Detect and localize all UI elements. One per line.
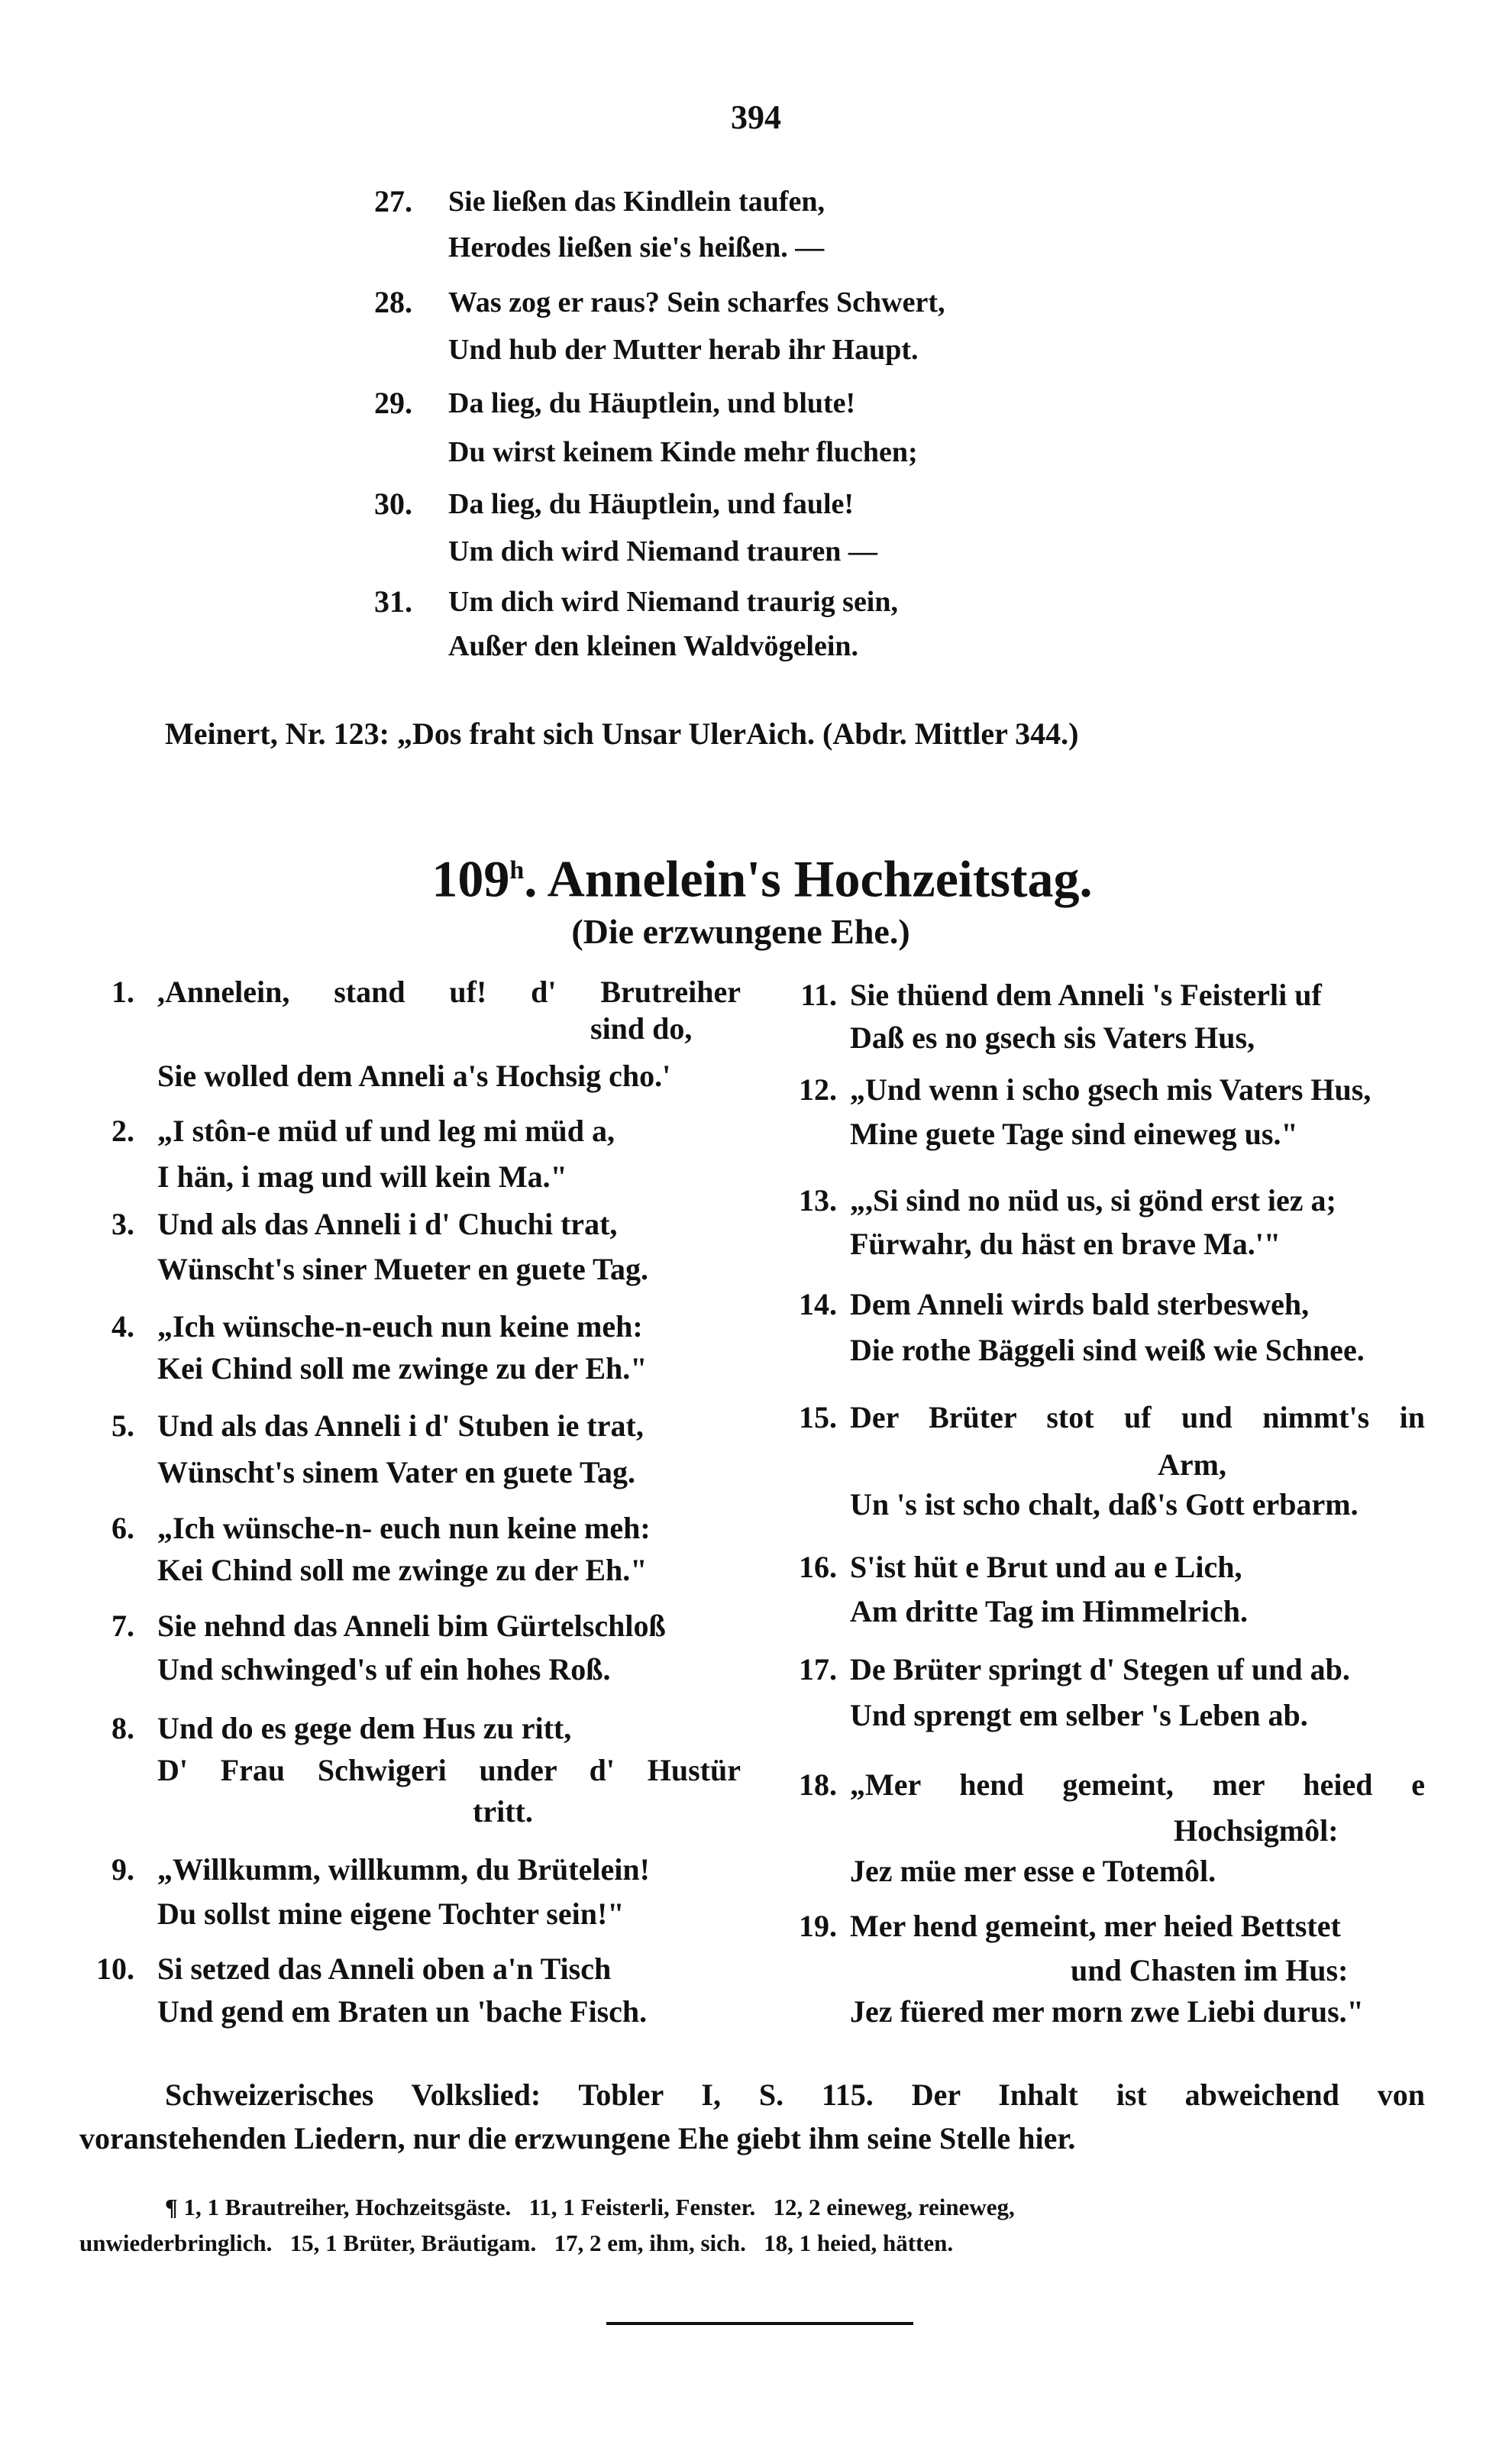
verse-number: 18. — [799, 1767, 837, 1802]
verse-line: Sie ließen das Kindlein taufen, — [448, 186, 825, 218]
verse-number: 27. — [374, 184, 412, 218]
verse-line: Du sollst mine eigene Tochter sein!" — [157, 1897, 625, 1931]
verse-number: 4. — [111, 1309, 134, 1344]
verse-line: „Und wenn i scho gsech mis Vaters Hus, — [850, 1072, 1371, 1107]
verse-line: Und als das Anneli i d' Chuchi trat, — [157, 1207, 618, 1241]
verse-line: ,Annelein, stand uf! d' Brutreiher — [157, 975, 741, 1009]
verse-line: „,Si sind no nüd us, si gönd erst iez a; — [850, 1183, 1336, 1218]
verse-line: und Chasten im Hus: — [1071, 1953, 1349, 1987]
glossary-line: unwiederbringlich. 15, 1 Brüter, Bräutigam. 17, 2 em, ihm, sich. 18, 1 heied, hätten. — [79, 2230, 954, 2256]
verse-line: „Mer hend gemeint, mer heied e — [850, 1767, 1425, 1802]
verse-line: Herodes ließen sie's heißen. — — [448, 231, 825, 264]
verse-number: 11. — [800, 978, 837, 1012]
verse-number: 13. — [799, 1183, 837, 1218]
footer-note-line: voranstehenden Liedern, nur die erzwungene Ehe giebt ihm seine Stelle hier. — [79, 2121, 1076, 2155]
verse-line: Am dritte Tag im Himmelrich. — [850, 1594, 1249, 1628]
verse-line: Um dich wird Niemand traurig sein, — [448, 586, 898, 618]
verse-line: „I stôn-e müd uf und leg mi müd a, — [157, 1114, 615, 1148]
verse-line: „Ich wünsche-n- euch nun keine meh: — [157, 1511, 651, 1545]
verse-line: Hochsigmôl: — [1174, 1813, 1339, 1848]
verse-number: 9. — [111, 1852, 134, 1887]
verse-line: Du wirst keinem Kinde mehr fluchen; — [448, 436, 918, 468]
verse-number: 17. — [799, 1652, 837, 1686]
verse-number: 30. — [374, 487, 412, 521]
verse-number: 2. — [111, 1114, 134, 1148]
verse-line: I hän, i mag und will kein Ma." — [157, 1159, 567, 1194]
verse-line: Un 's ist scho chalt, daß's Gott erbarm. — [850, 1487, 1359, 1522]
verse-line: Arm, — [1158, 1447, 1226, 1482]
verse-number: 15. — [799, 1400, 837, 1434]
verse-number: 14. — [799, 1287, 837, 1321]
verse-number: 6. — [111, 1511, 134, 1545]
song-number: 109 — [431, 849, 510, 908]
verse-number: 1. — [111, 975, 134, 1009]
verse-line: tritt. — [473, 1794, 533, 1829]
verse-line: Sie wolled dem Anneli a's Hochsig cho.' — [157, 1059, 671, 1093]
verse-number: 5. — [111, 1408, 134, 1443]
verse-line: D' Frau Schwigeri under d' Hustür — [157, 1753, 741, 1787]
song-subtitle: (Die erzwungene Ehe.) — [571, 912, 910, 951]
verse-line: Si setzed das Anneli oben a'n Tisch — [157, 1952, 612, 1986]
verse-line: Kei Chind soll me zwinge zu der Eh." — [157, 1351, 648, 1386]
verse-line: Und hub der Mutter herab ihr Haupt. — [448, 334, 919, 366]
verse-number: 28. — [374, 285, 412, 319]
footer-note-line: Schweizerisches Volkslied: Tobler I, S. 115. Der Inhalt ist abweichend von — [165, 2078, 1425, 2112]
verse-line: Mer hend gemeint, mer heied Bettstet — [850, 1909, 1341, 1943]
song-title — [0, 840, 1512, 910]
verse-line: Was zog er raus? Sein scharfes Schwert, — [448, 286, 945, 319]
verse-line: Wünscht's sinem Vater en guete Tag. — [157, 1455, 636, 1489]
verse-line: Und schwinged's uf ein hohes Roß. — [157, 1652, 611, 1686]
verse-line: „Willkumm, willkumm, du Brütelein! — [157, 1852, 650, 1887]
verse-line: Und sprengt em selber 's Leben ab. — [850, 1698, 1308, 1732]
verse-line: Wünscht's siner Mueter en guete Tag. — [157, 1252, 648, 1286]
verse-number: 8. — [111, 1711, 134, 1745]
verse-line: De Brüter springt d' Stegen uf und ab. — [850, 1652, 1350, 1686]
source-note: Meinert, Nr. 123: „Dos fraht sich Unsar UlerAich. (Abdr. Mittler 344.) — [165, 716, 1079, 751]
verse-line: Die rothe Bäggeli sind weiß wie Schnee. — [850, 1333, 1365, 1367]
verse-number: 12. — [799, 1072, 837, 1107]
verse-line: Der Brüter stot uf und nimmt's in — [850, 1400, 1425, 1434]
verse-line: Jez füered mer morn zwe Liebi durus." — [850, 1994, 1364, 2029]
verse-line: S'ist hüt e Brut und au e Lich, — [850, 1550, 1242, 1584]
verse-line: Daß es no gsech sis Vaters Hus, — [850, 1020, 1255, 1055]
verse-number: 29. — [374, 386, 412, 420]
verse-number: 16. — [799, 1550, 837, 1584]
verse-number: 7. — [111, 1609, 134, 1643]
verse-line: Und gend em Braten un 'bache Fisch. — [157, 1994, 648, 2029]
verse-line: Sie thüend dem Anneli 's Feisterli uf — [850, 978, 1322, 1012]
verse-line: Dem Anneli wirds bald sterbesweh, — [850, 1287, 1310, 1321]
verse-line: Außer den kleinen Waldvögelein. — [448, 630, 859, 662]
verse-number: 31. — [374, 584, 412, 619]
glossary-line: ¶ 1, 1 Brautreiher, Hochzeitsgäste. 11, 1 Feisterli, Fenster. 12, 2 eineweg, reineweg, — [165, 2194, 1015, 2220]
end-rule-divider — [606, 2322, 913, 2325]
song-title-text: . Annelein's Hochzeitstag. — [524, 849, 1093, 908]
page-number: 394 — [731, 99, 781, 136]
verse-line: Sie nehnd das Anneli bim Gürtelschloß — [157, 1609, 666, 1643]
verse-number: 10. — [96, 1952, 134, 1986]
verse-number: 19. — [799, 1909, 837, 1943]
verse-line: Da lieg, du Häuptlein, und blute! — [448, 387, 856, 419]
song-number-suffix: h — [509, 856, 525, 884]
verse-line: „Ich wünsche-n-euch nun keine meh: — [157, 1309, 643, 1344]
verse-line: Da lieg, du Häuptlein, und faule! — [448, 488, 855, 520]
verse-line: Kei Chind soll me zwinge zu der Eh." — [157, 1553, 648, 1587]
verse-line: Und do es gege dem Hus zu ritt, — [157, 1711, 572, 1745]
verse-line: Um dich wird Niemand trauren — — [448, 535, 877, 568]
verse-line: sind do, — [590, 1011, 693, 1046]
verse-line: Fürwahr, du häst en brave Ma.'" — [850, 1227, 1281, 1261]
verse-number: 3. — [111, 1207, 134, 1241]
verse-line: Mine guete Tage sind eineweg us." — [850, 1117, 1298, 1151]
verse-line: Jez müe mer esse e Totemôl. — [850, 1854, 1216, 1888]
verse-line: Und als das Anneli i d' Stuben ie trat, — [157, 1408, 644, 1443]
